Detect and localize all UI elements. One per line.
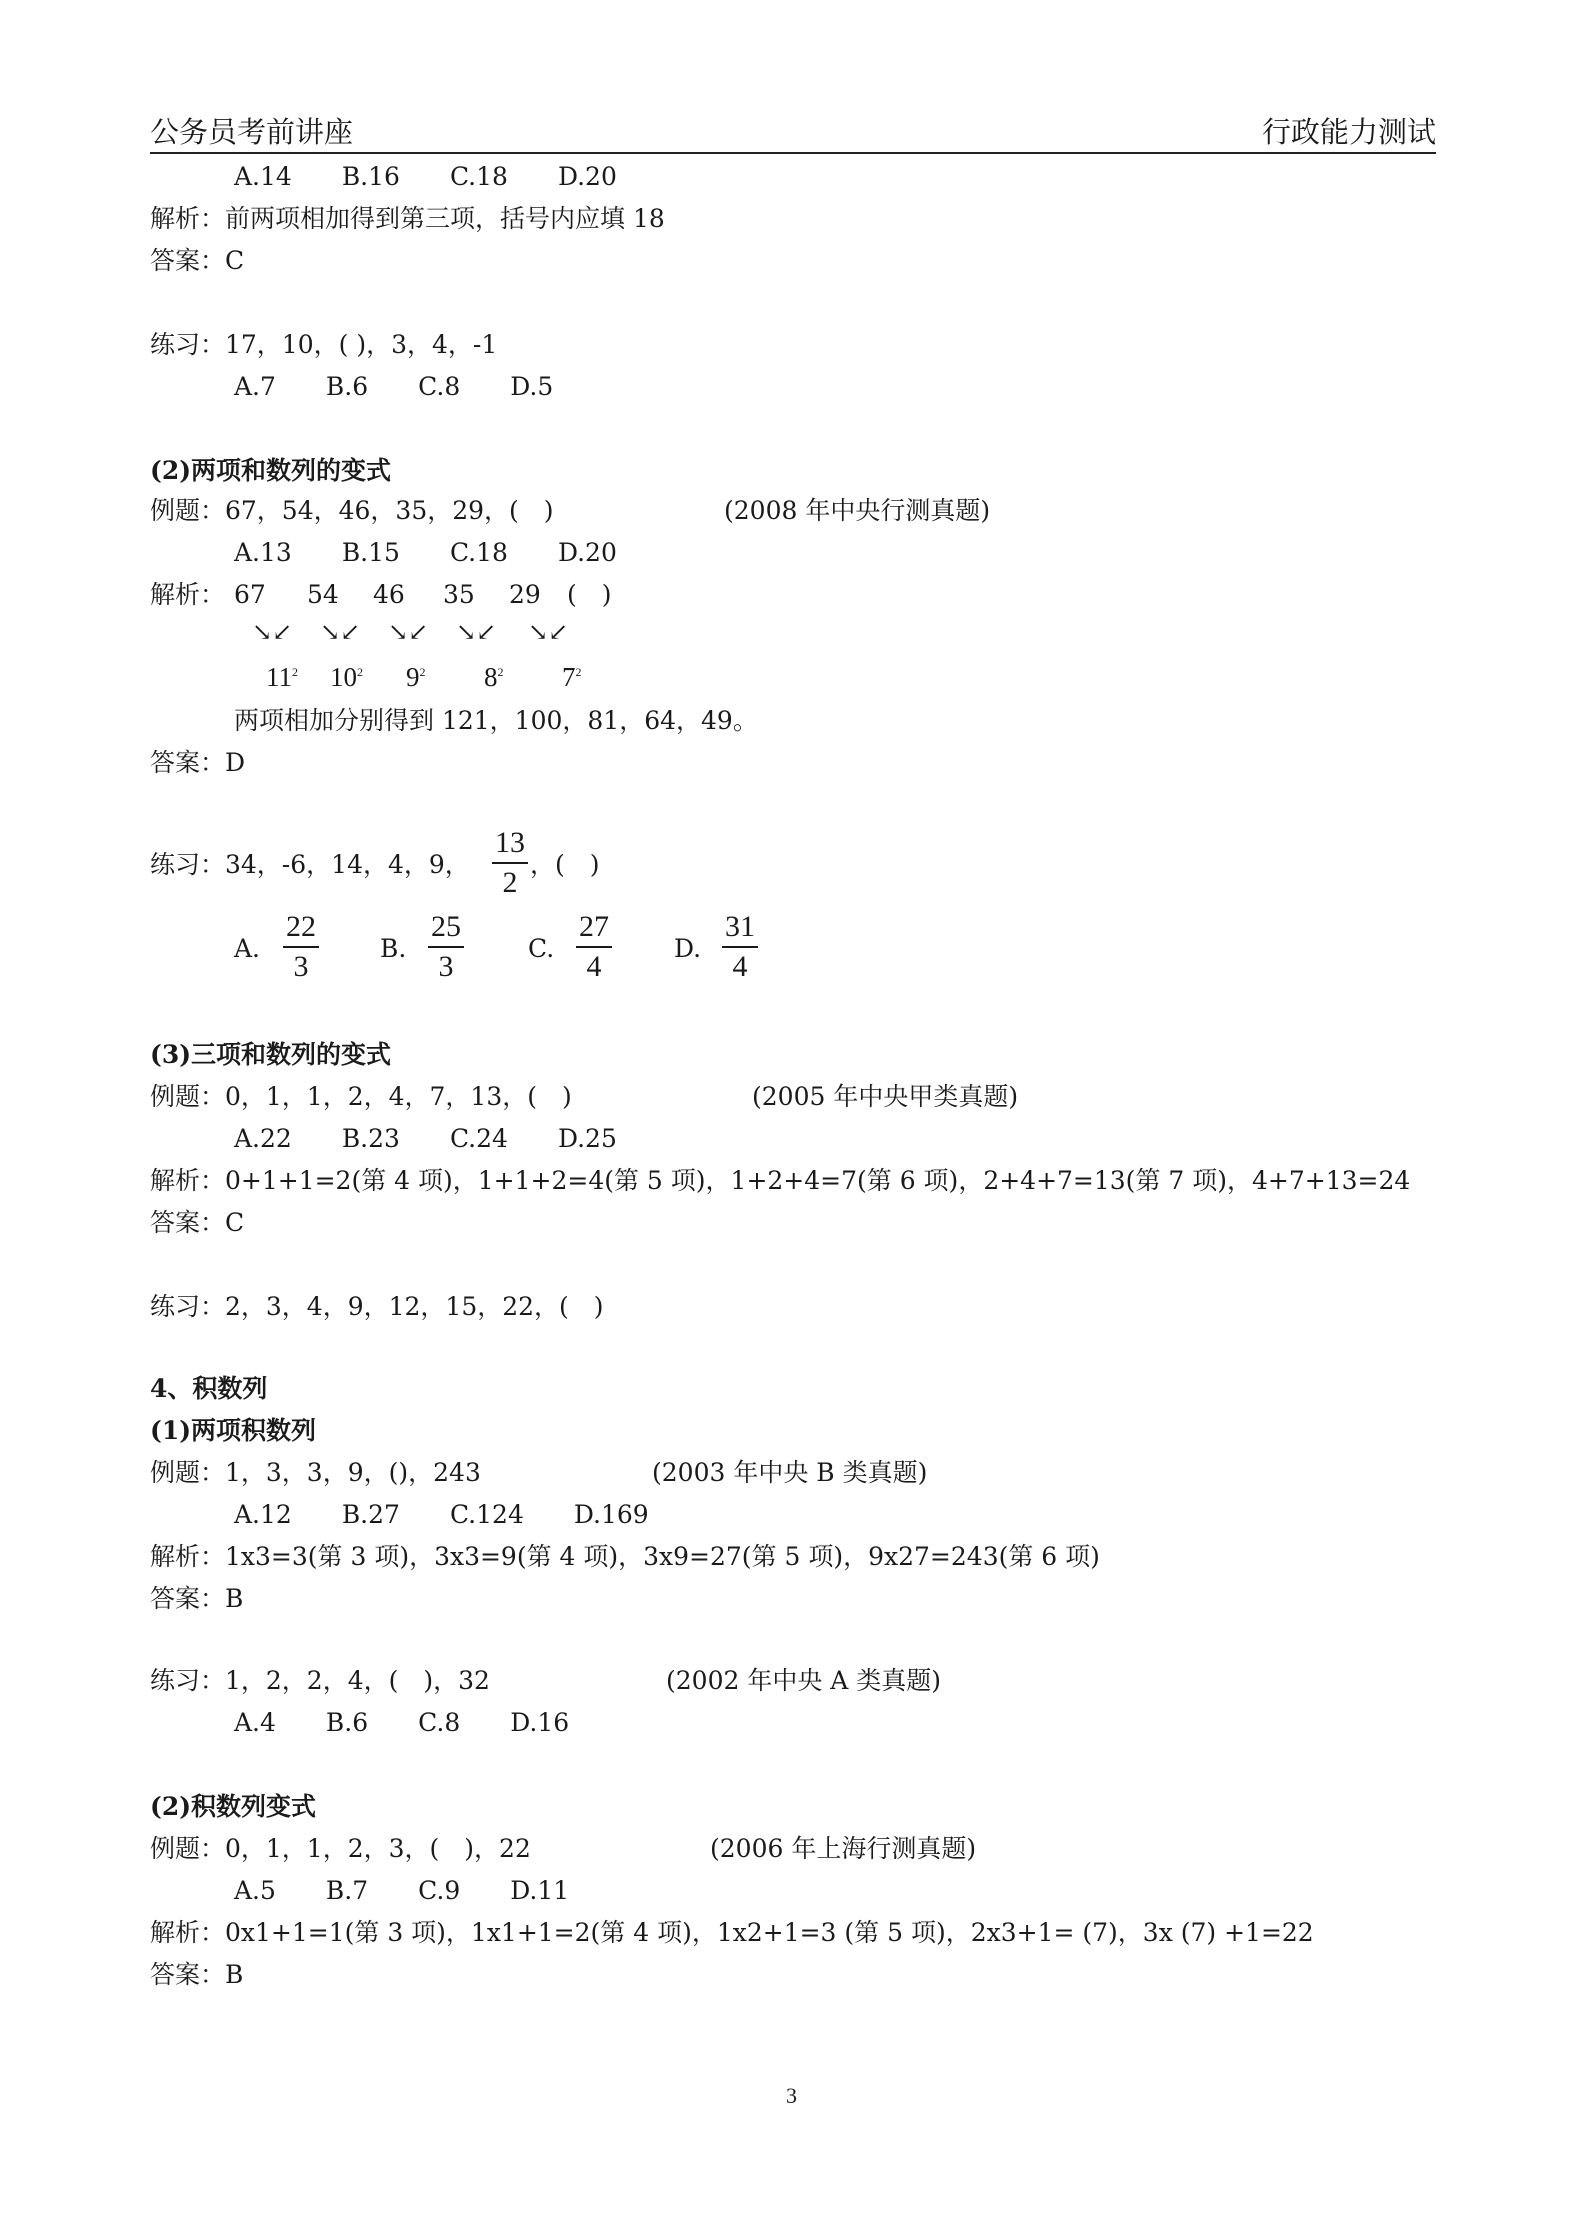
square-exponent: 2 [419,665,426,679]
sequence-term: 46 [373,580,405,609]
answer-line: 答案：D [150,748,246,777]
square-exponent: 2 [357,665,363,679]
practice-question: 练习：1，2，2，4，( )，32 [150,1666,490,1695]
answer-line: 答案：C [150,246,245,275]
fraction-bar [722,946,758,948]
analysis-line: 解析：0x1+1=1(第 3 项)，1x1+1=2(第 4 项)，1x2+1=3 (第 5 项)，2x3+1= (7)，3x (7) +1=22 [150,1918,1314,1947]
sequence-term: 35 [443,580,475,609]
page-number: 3 [786,2083,797,2108]
source-note: (2008 年中央行测真题) [724,496,991,525]
square-base: 11 [266,662,292,692]
square-base: 8 [484,662,498,692]
fraction-denominator: 2 [502,866,518,899]
sequence-term: 29 [509,580,541,609]
sequence-term: 67 [234,580,266,609]
fraction-bar [492,862,528,864]
sequence-term: 54 [307,580,339,609]
fraction-bar [283,946,319,948]
option-label: A. [234,934,261,963]
fraction-bar [428,946,464,948]
option-fraction [283,910,319,984]
practice-suffix: ，( ) [530,850,600,879]
pair-arrows: ↘↙ [320,618,361,646]
square-base: 7 [562,662,576,692]
fraction-numerator: 27 [579,910,609,943]
options-line: A.22 B.23 C.24 D.25 [234,1124,617,1153]
option-fraction [576,910,612,984]
square-exponent: 2 [575,665,582,679]
example-question: 例题：0，1，1，2，3，( )，22 [150,1834,531,1863]
source-note: (2002 年中央 A 类真题) [666,1666,942,1695]
square-value [330,662,363,693]
example-question: 例题：1，3，3，9，()，243 [150,1458,481,1487]
example-question: 例题：0，1，1，2，4，7，13，( ) [150,1082,572,1111]
analysis-line: 解析：1x3=3(第 3 项)，3x3=9(第 4 项)，3x9=27(第 5 项)，9x27=243(第 6 项) [150,1542,1100,1571]
source-note: (2006 年上海行测真题) [710,1834,977,1863]
analysis-label: 解析： [150,580,226,609]
option-label: D. [674,934,702,963]
square-exponent: 2 [292,665,298,679]
fraction-denominator: 4 [586,950,602,983]
arrow-row [252,618,568,646]
analysis-line: 解析：0+1+1=2(第 4 项)，1+1+2=4(第 5 项)，1+2+4=7(第 6 项)，2+4+7=13(第 7 项)，4+7+13=24 [150,1166,1411,1195]
fraction-denominator: 3 [438,950,454,983]
options-line: A.7 B.6 C.8 D.5 [234,372,554,401]
square-value [562,662,582,693]
sequence-terms [234,580,612,610]
practice-question: 练习：34，-6，14，4，9， [150,850,470,879]
source-note: (2005 年中央甲类真题) [752,1082,1019,1111]
options-line: A.4 B.6 C.8 D.16 [234,1708,570,1737]
analysis-note: 两项相加分别得到 121，100，81，64，49。 [234,706,758,735]
subsection-heading: (1)两项积数列 [150,1416,317,1445]
pair-arrows: ↘↙ [528,618,569,646]
practice-question: 练习：2，3，4，9，12，15，22，( ) [150,1292,604,1321]
square-exponent: 2 [497,665,504,679]
fraction-bar [576,946,612,948]
answer-line: 答案：B [150,1960,244,1989]
option-label: C. [528,934,555,963]
practice-question: 练习：17，10，( )，3，4，-1 [150,330,498,359]
section-heading: 4、积数列 [150,1374,268,1403]
fraction-denominator: 3 [293,950,309,983]
subsection-heading: (2)积数列变式 [150,1792,317,1821]
option-fraction [722,910,758,984]
answer-line: 答案：B [150,1584,244,1613]
fraction-term [492,826,528,900]
header-left-title: 公务员考前讲座 [150,115,354,149]
answer-line: 答案：C [150,1208,245,1237]
sequence-term: ( ) [567,580,612,609]
pair-arrows: ↘↙ [252,618,293,646]
option-fraction [428,910,464,984]
options-line: A.12 B.27 C.124 D.169 [234,1500,649,1529]
header-rule [150,152,1436,154]
fraction-numerator: 25 [431,910,461,943]
example-question: 例题：67，54，46，35，29，( ) [150,496,554,525]
analysis-line: 解析：前两项相加得到第三项，括号内应填 18 [150,204,665,233]
fraction-denominator: 4 [732,950,748,983]
section-heading: (2)两项和数列的变式 [150,456,392,485]
options-line: A.14 B.16 C.18 D.20 [234,162,617,191]
square-base: 10 [330,662,357,692]
square-base: 9 [406,662,420,692]
pair-arrows: ↘↙ [388,618,429,646]
pair-arrows: ↘↙ [456,618,497,646]
option-label: B. [380,934,407,963]
options-line: A.5 B.7 C.9 D.11 [234,1876,570,1905]
square-value [266,662,298,693]
square-value [484,662,504,693]
options-line: A.13 B.15 C.18 D.20 [234,538,617,567]
section-heading: (3)三项和数列的变式 [150,1040,392,1069]
source-note: (2003 年中央 B 类真题) [652,1458,928,1487]
header-right-title: 行政能力测试 [1262,115,1437,149]
fraction-numerator: 13 [495,826,525,859]
square-value [406,662,426,693]
fraction-numerator: 22 [286,910,316,943]
fraction-numerator: 31 [725,910,755,943]
